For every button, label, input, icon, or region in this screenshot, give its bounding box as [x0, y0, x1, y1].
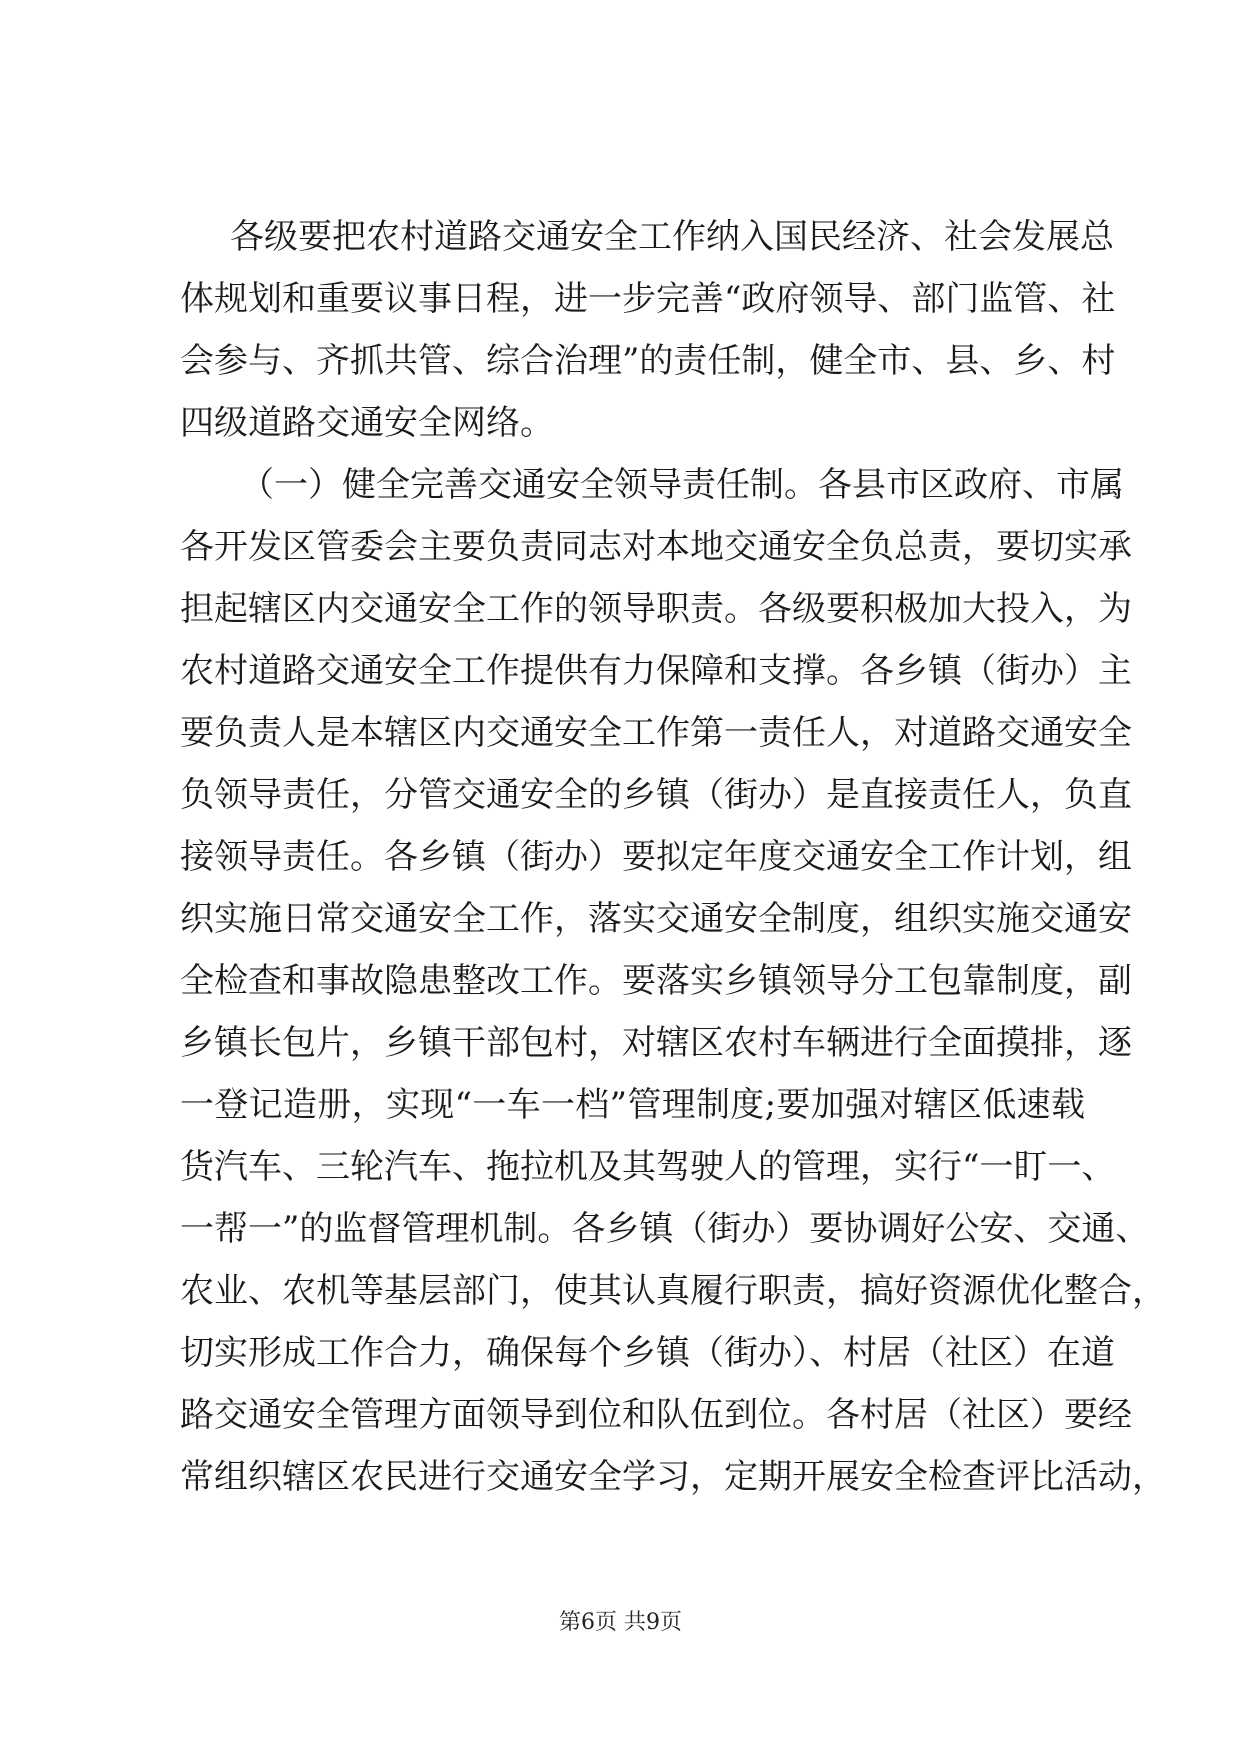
text-line: 路交通安全管理方面领导到位和队伍到位。各村居（社区）要经 — [180, 1395, 1132, 1435]
text-line: 担起辖区内交通安全工作的领导职责。各级要积极加大投入，为 — [180, 589, 1132, 629]
text-line: 一帮一”的监督管理机制。各乡镇（街办）要协调好公安、交通、 — [180, 1209, 1150, 1249]
text-line: 体规划和重要议事日程，进一步完善“政府领导、部门监管、社 — [180, 279, 1116, 319]
document-body — [180, 217, 1166, 1522]
text-line: 一登记造册，实现“一车一档”管理制度;要加强对辖区低速载 — [180, 1085, 1085, 1125]
text-line: 各开发区管委会主要负责同志对本地交通安全负总责，要切实承 — [180, 527, 1132, 567]
text-line: 织实施日常交通安全工作，落实交通安全制度，组织实施交通安 — [180, 899, 1132, 939]
text-line: 负领导责任，分管交通安全的乡镇（街办）是直接责任人，负直 — [180, 775, 1132, 815]
text-line: 常组织辖区农民进行交通安全学习，定期开展安全检查评比活动， — [180, 1457, 1166, 1497]
text-line: 切实形成工作合力，确保每个乡镇（街办）、村居（社区）在道 — [180, 1333, 1115, 1373]
text-line: 农业、农机等基层部门，使其认真履行职责，搞好资源优化整合， — [180, 1271, 1166, 1311]
text-line: 货汽车、三轮汽车、拖拉机及其驾驶人的管理，实行“一盯一、 — [180, 1147, 1116, 1187]
text-line: 四级道路交通安全网络。 — [180, 403, 554, 443]
text-line: 接领导责任。各乡镇（街办）要拟定年度交通安全工作计划，组 — [180, 837, 1132, 877]
text-line: 乡镇长包片，乡镇干部包村，对辖区农村车辆进行全面摸排，逐 — [180, 1023, 1132, 1063]
text-line: 全检查和事故隐患整改工作。要落实乡镇领导分工包靠制度，副 — [180, 961, 1132, 1001]
text-line: （一）健全完善交通安全领导责任制。各县市区政府、市属 — [240, 465, 1124, 505]
paragraph-1 — [180, 217, 1116, 443]
text-line: 要负责人是本辖区内交通安全工作第一责任人，对道路交通安全 — [180, 713, 1132, 753]
page-footer — [0, 1610, 1241, 1636]
paragraph-2 — [180, 465, 1166, 1497]
text-line: 各级要把农村道路交通安全工作纳入国民经济、社会发展总 — [230, 217, 1114, 257]
text-line: 农村道路交通安全工作提供有力保障和支撑。各乡镇（街办）主 — [180, 651, 1132, 691]
page-number-label: 第6页 共9页 — [559, 1610, 682, 1635]
text-line: 会参与、齐抓共管、综合治理”的责任制，健全市、县、乡、村 — [180, 341, 1116, 381]
